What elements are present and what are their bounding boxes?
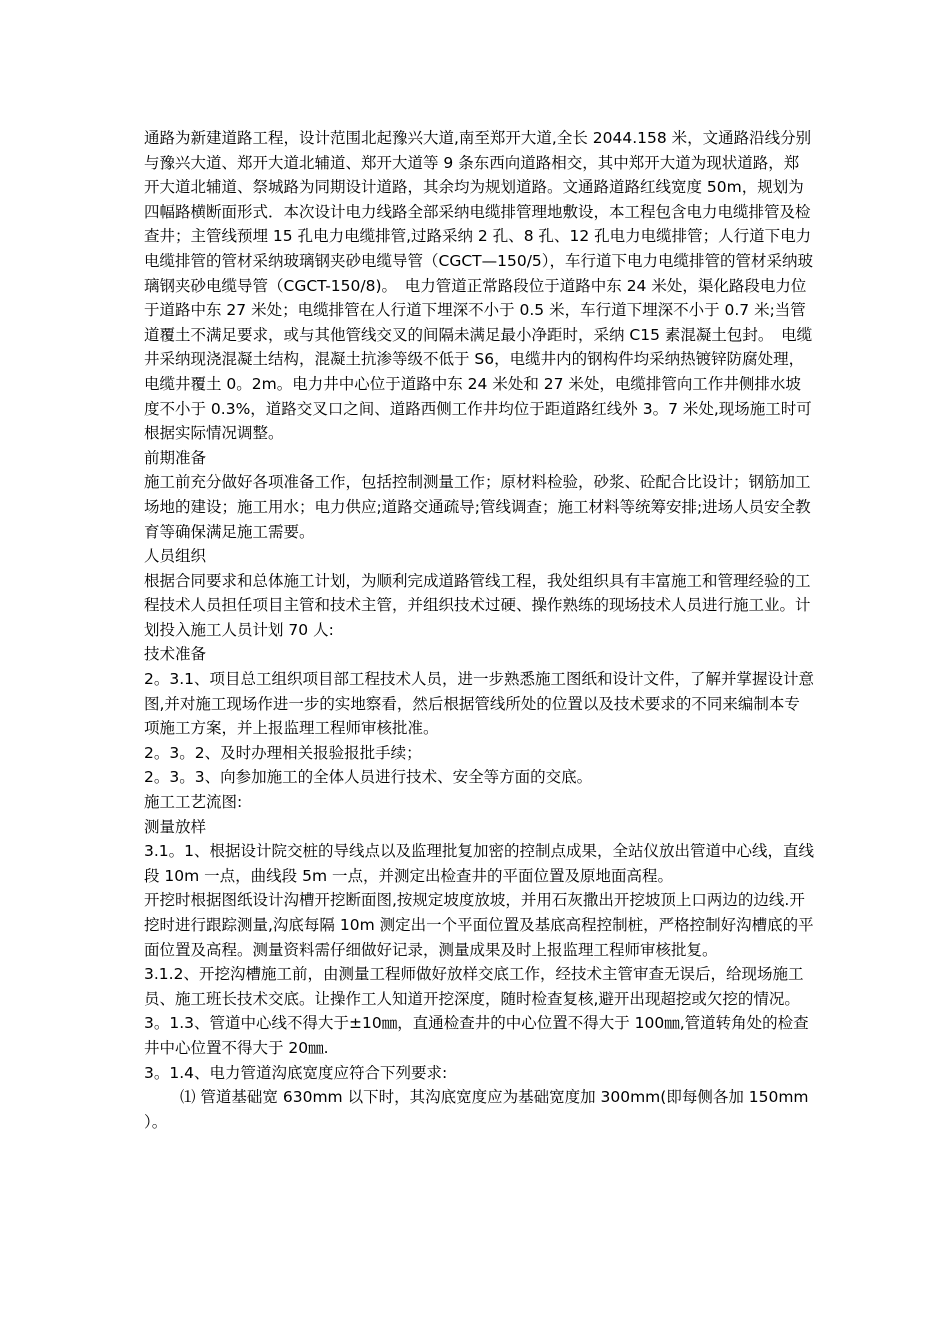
body-paragraph: 施工前充分做好各项准备工作，包括控制测量工作；原材料检验，砂浆、砼配合比设计；钢筋加工场地的建设；施工用水；电力供应;道路交通疏导;管线调查；施工材料等统筹安排;进场人员安全教育等确保满足施工需要。 (144, 473, 811, 541)
section-heading: 施工工艺流图: (144, 793, 243, 812)
body-paragraph: 3.1.2、开挖沟槽施工前，由测量工程师做好放样交底工作，经技术主管审查无误后，给现场施工员、施工班长技术交底。让操作工人知道开挖深度，随时检查复核,避开出现超挖或欠挖的情况。 (144, 965, 804, 1008)
body-paragraph: 3.1。1、根据设计院交桩的导线点以及监理批复加密的控制点成果，全站仪放出管道中心线，直线段 10m 一点，曲线段 5m 一点，并测定出检查井的平面位置及原地面高程。 (144, 842, 815, 885)
body-paragraph: ⑴ 管道基础宽 630mm 以下时，其沟底宽度应为基础宽度加 300mm(即每侧各加 150mm）。 (144, 1088, 809, 1131)
body-paragraph: 2。3.1、项目总工组织项目部工程技术人员，进一步熟悉施工图纸和设计文件，了解并掌握设计意图,并对施工现场作进一步的实地察看，然后根据管线所处的位置以及技术要求的不同来编制本专项施工方案，并上报监理工程师审核批准。 (144, 670, 815, 738)
document-body (144, 126, 814, 1134)
section-heading: 技术准备 (144, 645, 207, 664)
body-paragraph: 2。3。2、及时办理相关报验报批手续； (144, 743, 422, 762)
body-paragraph: 开挖时根据图纸设计沟槽开挖断面图,按规定坡度放坡，并用石灰撒出开挖坡顶上口两边的边线.开挖时进行跟踪测量,沟底每隔 10m 测定出一个平面位置及基底高程控制桩，严格控制好沟槽底的平面位置及高程。测量资料需仔细做好记录，测量成果及时上报监理工程师审核批复。 (144, 891, 814, 959)
body-paragraph: 3。1.3、管道中心线不得大于±10㎜，直通检查井的中心位置不得大于 100㎜,管道转角处的检查井中心位置不得大于 20㎜. (144, 1014, 809, 1057)
section-heading: 人员组织 (144, 547, 207, 566)
body-paragraph: 3。1.4、电力管道沟底宽度应符合下列要求: (144, 1063, 448, 1082)
section-heading: 前期准备 (144, 448, 207, 467)
body-paragraph: 通路为新建道路工程，设计范围北起豫兴大道,南至郑开大道,全长 2044.158 米，文通路沿线分别与豫兴大道、郑开大道北辅道、郑开大道等 9 条东西向道路相交，其中郑开大道为现状道路，郑开大道北辅道、祭城路为同期设计道路，其余均为规划道路。文通路道路红线宽度 50m，规划为四幅路横断面形式．本次设计电力线路全部采纳电缆排管理地敷设，本工程包含电力电缆排管及检查井；主管线预埋 15 孔电力电缆排管,过路采纳 2 孔、8 孔、12 孔电力电缆排管；人行道下电力电缆排管的管材采纳玻璃钢夹砂电缆导管（CGCT—150/5），车行道下电力电缆排管的管材采纳玻璃钢夹砂电缆导管（CGCT-150/8)。 电力管道正常路段位于道路中东 24 米处，渠化路段电力位于道路中东 27 米处；电缆排管在人行道下埋深不小于 0.5 米，车行道下埋深不小于 0.7 米;当管道覆土不满足要求，或与其他管线交叉的间隔未满足最小净距时，采纳 C15 素混凝土包封。 电缆井采纳现浇混凝土结构，混凝土抗渗等级不低于 S6，电缆井内的钢构件均采纳热镀锌防腐处理，电缆井覆土 0。2m。电力井中心位于道路中东 24 米处和 27 米处，电缆排管向工作井侧排水坡度不小于 0.3%，道路交叉口之间、道路西侧工作井均位于距道路红线外 3。7 米处,现场施工时可根据实际情况调整。 (144, 129, 814, 443)
section-heading: 测量放样 (144, 817, 207, 836)
body-paragraph: 2。3。3、向参加施工的全体人员进行技术、安全等方面的交底。 (144, 768, 593, 787)
body-paragraph: 根据合同要求和总体施工计划，为顺利完成道路管线工程，我处组织具有丰富施工和管理经验的工程技术人员担任项目主管和技术主管，并组织技术过硬、操作熟练的现场技术人员进行施工业。计划投入施工人员计划 70 人: (144, 571, 811, 639)
